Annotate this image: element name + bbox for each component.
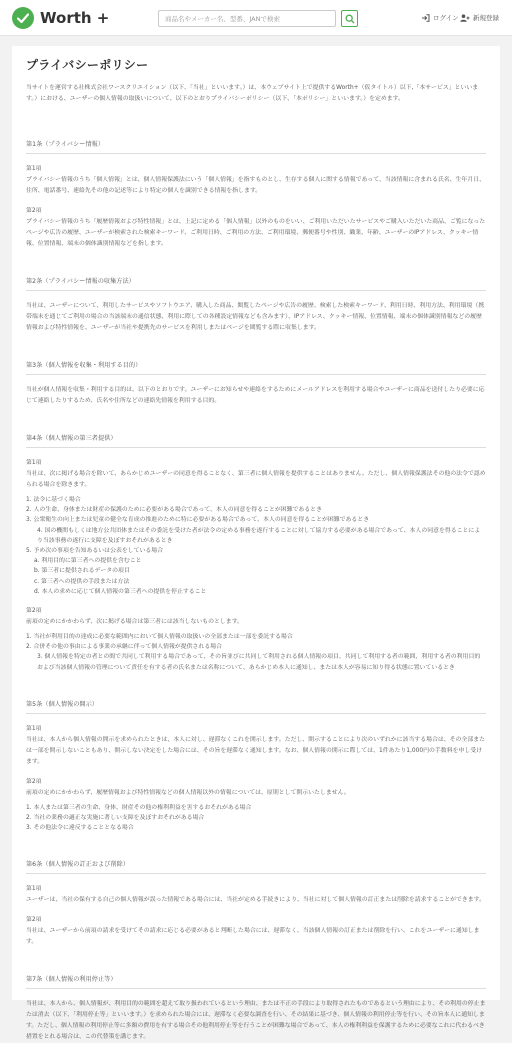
paragraph-heading: 第1項 xyxy=(26,166,42,172)
paragraph-text: ユーザーは、当社の保有する自己の個人情報が誤った情報である場合には、当社が定める手続きにより、当社に対して個人情報の訂正または削除を請求することができます。 xyxy=(26,897,485,904)
exception-list xyxy=(26,632,486,673)
article-title: 第6条（個人情報の訂正および削除） xyxy=(26,859,486,874)
article-title: 第4条（個人情報の第三者提供） xyxy=(26,433,486,448)
intro-text: 当サイトを運営する社株式会社ワースクリエイション（以下、「当社」といいます。）は、本ウェブサイト上で提供するWorth+（仮タイトル）以下,「本サービス」といいます。）における、ユーザーの個人情報の取扱いについて、以下のとおりプライバシーポリシー（以下、「本ポリシー」といいます。）を定めます。 xyxy=(26,85,479,102)
list-item: 5. 予め次の事項を告知あるいは公表をしている場合 xyxy=(26,548,164,555)
sub-list-item: a. 利用目的に第三者への提供を含むこと xyxy=(34,558,142,565)
page-title: プライバシーポリシー xyxy=(26,58,149,72)
paragraph-heading: 第2項 xyxy=(26,608,42,615)
paragraph-text: 前項の定めにかかわらず、次に掲げる場合は第三者には該当しないものとします。 xyxy=(26,619,244,626)
register-label: 新規登録 xyxy=(473,14,499,22)
article-3 xyxy=(26,360,486,407)
paragraph-text: 当社が個人情報を収集・利用する目的は、以下のとおりです。ユーザーにお知らせや連絡をするためにメールアドレスを利用する場合やユーザーに商品を送付したり必要に応じて連絡したりするため、氏名や住所などの連絡先情報を利用する目的。 xyxy=(26,387,485,404)
list-item: 1. 法令に基づく場合 xyxy=(26,497,81,503)
user-plus-icon xyxy=(460,14,470,22)
article-1 xyxy=(26,139,486,250)
article-6 xyxy=(26,859,486,948)
logo-check-icon xyxy=(12,7,34,29)
article-title: 第5条（個人情報の開示） xyxy=(26,699,486,714)
paragraph-text: プライバシー情報のうち「履歴情報および特性情報」とは、上記に定める「個人情報」以外のものをいい、ご利用いただいたサービスやご購入いただいた商品、ご覧になったページや広告の履歴、ユーザーが検索された検索キーワード、ご利用日時、ご利用の方法、ご利用環境、郵便番号や性別、職業、年齢、ユーザーのIPアドレス、クッキー情報、位置情報、端末の個体識別情報などを指します。 xyxy=(26,219,486,247)
paragraph-heading: 第2項 xyxy=(26,917,42,924)
paragraph-heading: 第2項 xyxy=(26,778,42,785)
article-4 xyxy=(26,433,486,673)
list-item: 2. 当社の業務の適正な実施に著しい支障を及ぼすおそれがある場合 xyxy=(26,815,205,822)
paragraph-text: 前項の定めにかかわらず、履歴情報および特性情報などの個人情報以外の情報については、原則として開示いたしません。 xyxy=(26,789,350,796)
article-title: 第1条（プライバシー情報） xyxy=(26,139,486,154)
list-item: 3. その他法令に違反することとなる場合 xyxy=(26,825,134,832)
paragraph-text: 当社は、次に掲げる場合を除いて、あらかじめユーザーの同意を得ることなく、第三者に個人情報を提供することはありません。ただし、個人情報保護法その他の法令で認められる場合を除きます。 xyxy=(26,471,486,488)
paragraph-text: 当社は、ユーザーについて、利用したサービスやソフトウエア、購入した商品、閲覧したページや広告の履歴、検索した検索キーワード、利用日時、利用方法、利用環境（携帯端末を通じてご利用の場合の当該端末の通信状態、利用に際しての各種設定情報なども含みます）、IPアドレス、クッキー情報、位置情報、端末の個体識別情報などの履歴情報および特性情報を、ユーザーが当社や提携先のサービスを利用しまたはページを閲覧する際に収集します。 xyxy=(26,303,485,331)
list-item: 4. 国の機関もしくは地方公共団体またはその委託を受けた者が法令の定める事務を遂行することに対して協力する必要がある場合であって、本人の同意を得ることにより当該事務の遂行に支障を及ぼすおそれがあるとき xyxy=(37,527,481,544)
list-item: 1. 当社が利用目的の達成に必要な範囲内において個人情報の取扱いの全部または一部を委託する場合 xyxy=(26,634,293,641)
article-title: 第7条（個人情報の利用停止等） xyxy=(26,974,486,989)
disclosure-exception-list xyxy=(26,803,486,834)
paragraph-heading: 第1項 xyxy=(26,886,42,893)
paragraph-heading: 第1項 xyxy=(26,725,42,732)
article-title: 第3条（個人情報を収集・利用する目的） xyxy=(26,360,486,375)
article-5 xyxy=(26,699,486,834)
search-icon xyxy=(345,14,355,24)
brand-logo[interactable] xyxy=(12,7,109,29)
content-panel xyxy=(12,46,500,1041)
condition-list xyxy=(26,495,486,597)
login-label: ログイン xyxy=(433,14,459,22)
article-2 xyxy=(26,276,486,334)
paragraph-heading: 第1項 xyxy=(26,460,42,466)
list-item: 3. 公衆衛生の向上または児童の健全な育成の推進のために特に必要がある場合であって、本人の同意を得ることが困難であるとき xyxy=(26,517,370,524)
list-item: 3. 個人情報を特定の者との間で共同して利用する場合であって、その旨並びに共同して利用される個人情報の項目、共同して利用する者の範囲、利用する者の利用目的および当該個人情報の管理について責任を有する者の氏名または名称について、あらかじめ本人に通知し、または本人が容易に知り得る状態に置いているとき xyxy=(37,654,481,671)
paragraph-text: 当社は、本人から個人情報の開示を求められたときは、本人に対し、遅滞なくこれを開示します。ただし、開示することにより次のいずれかに該当する場合は、その全部または一部を開示しないこともあり、開示しない決定をした場合には、その旨を遅滞なく通知します。なお、個人情報の開示に際しては、1件あたり1,000円の手数料を申し受けます。 xyxy=(26,736,485,765)
sub-list-item: b. 第三者に提供されるデータの項目 xyxy=(34,568,130,575)
brand-name: Worth + xyxy=(40,9,110,27)
paragraph-text: 当社は、本人から、個人情報が、利用目的の範囲を超えて取り扱われているという理由、または不正の手段により取得されたものであるという理由により、その利用の停止または消去（以下、「利用停止等」といいます。）を求められた場合には、遅滞なく必要な調査を行い、その結果に基づき、個人情報の利用停止等を行い、その旨本人に通知します。ただし、個人情報の利用停止等に多額の費用を有する場合その他利用停止等を行うことが困難な場合であって、本人の権利利益を保護するために必要なこれに代わるべき措置をとれる場合は、この代替策を講じます。 xyxy=(26,1001,486,1041)
list-item: 2. 人の生命、身体または財産の保護のために必要がある場合であって、本人の同意を得ることが困難であるとき xyxy=(26,507,322,514)
article-7 xyxy=(26,974,486,1043)
article-title: 第2条（プライバシー情報の収集方法） xyxy=(26,276,486,291)
paragraph-text: 当社は、ユーザーから前項の請求を受けてその請求に応じる必要があると判断した場合には、遅滞なく、当該個人情報の訂正または削除を行い、これをユーザーに通知します。 xyxy=(26,928,480,946)
login-link[interactable] xyxy=(421,13,459,22)
list-item: 1. 本人または第三者の生命、身体、財産その他の権利利益を害するおそれがある場合 xyxy=(26,804,252,811)
sub-list-item: c. 第三者への提供の手段または方法 xyxy=(34,578,130,585)
list-item: 2. 合併その他の事由による事業の承継に伴って個人情報が提供される場合 xyxy=(26,644,222,651)
sub-list-item: d. 本人の求めに応じて個人情報の第三者への提供を停止すること xyxy=(34,588,207,595)
paragraph-heading: 第2項 xyxy=(26,208,42,214)
search-input[interactable]: 商品名やメーカー名、型番、JANで検索 xyxy=(158,10,336,27)
register-link[interactable] xyxy=(460,13,499,22)
paragraph-text: プライバシー情報のうち「個人情報」とは、個人情報保護法にいう「個人情報」を指すものとし、生存する個人に関する情報であって、当該情報に含まれる氏名、生年月日、住所、電話番号、連絡先その他の記述等により特定の個人を識別できる情報を指します。 xyxy=(26,177,485,194)
site-header xyxy=(0,0,512,36)
search-button[interactable] xyxy=(341,10,358,27)
login-icon xyxy=(421,14,430,22)
